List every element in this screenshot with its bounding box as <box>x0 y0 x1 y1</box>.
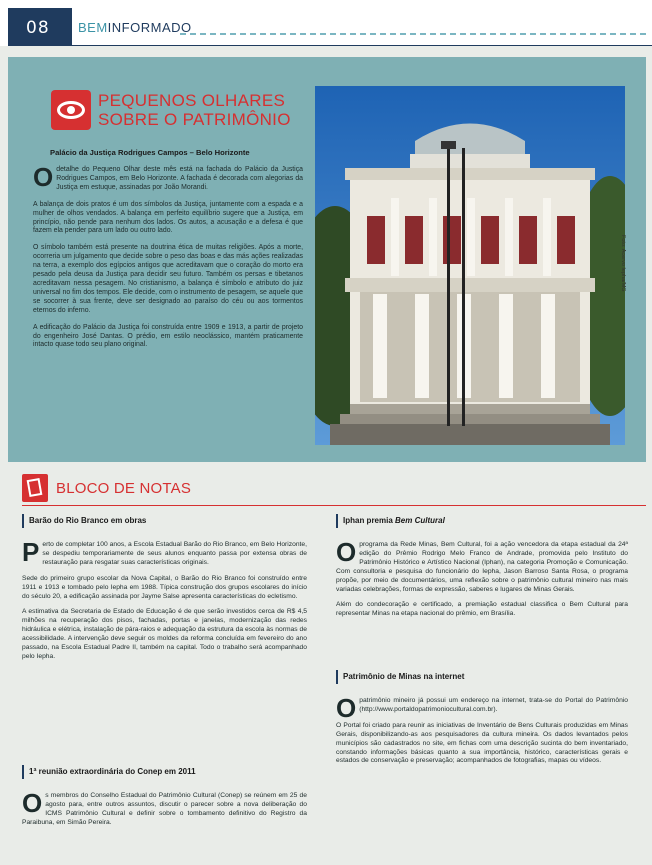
brand-part2: INFORMADO <box>107 20 192 35</box>
note-paragraph-text: s membros do Conselho Estadual do Patrimônio Cultural (Conep) se reúnem em 25 de agosto para, entre outros assuntos, discutir o parecer sobre a nova deliberação do ICMS Patrimônio Cultural e definir sobre o tombamento definitivo do Registro da Paraibuna, em Simão Pereira. <box>22 792 307 826</box>
note-paragraph: O Portal foi criado para reunir as iniciativas de Inventário de Bens Culturais produzidas em Minas Gerais, disponibilizando-as aos pesquisadores da cultura mineira. Os dados levantados pelos municípios são cadastrados no site, em fichas com uma descrição sucinta do bem inventariado, constando informações básicas quanto a sua importância, histórico, características gerais e estados de conservação e preservação; acompanhados de fotografias, mapas ou vídeos. <box>336 721 628 765</box>
note-paragraph <box>22 788 307 828</box>
feature-paragraph <box>33 162 303 193</box>
eye-icon <box>51 90 91 130</box>
notepad-icon <box>22 474 48 502</box>
brand-logo <box>78 20 192 35</box>
feature-body <box>33 162 303 358</box>
feature-paragraph: A balança de dois pratos é um dos símbolos da Justiça, juntamente com a espada e a mulher de olhos vendados. A balança em perfeito equilíbrio sugere que a Justiça, em princípio, não pende para nenhum dos lados. Os autos, a acusação e a defesa é que fazem ela pender para um lado ou outro lado. <box>33 200 303 235</box>
note-heading-plain: Iphan premia <box>343 516 396 525</box>
note-paragraph <box>336 537 628 594</box>
note-body <box>22 788 307 835</box>
note-paragraph-text: programa da Rede Minas, Bem Cultural, foi a ação vencedora da etapa estadual da 24ª edição do Prêmio Rodrigo Melo Franco de Andrade, promovida pelo Instituto do Patrimônio Histórico e Artístico Nacional (Iphan), na categoria Promoção e Comunicação. Com consultoria e pesquisa do funcionário do Iepha, Jason Barroso Santa Rosa, o programa propõe, por meio de documentários, uma reflexão sobre o patrimônio cultural mineiro nas mais variadas celebrações, formas de expressão, saberes e lugares de Minas Gerais. <box>336 541 628 593</box>
note-body <box>336 693 628 773</box>
section-rule <box>22 505 646 506</box>
page-number: 08 <box>8 8 72 46</box>
note-heading <box>336 514 445 528</box>
brand-part1: BEM <box>78 20 108 35</box>
note-body <box>336 537 628 626</box>
photo-credit: Foto: Acervo Iepha/MG <box>620 235 626 292</box>
note-heading: Patrimônio de Minas na internet <box>336 670 464 684</box>
header-dashed-rule <box>180 33 646 35</box>
header-rule <box>8 45 652 46</box>
note-paragraph <box>336 693 628 723</box>
note-paragraph-text: patrimônio mineiro já possui um endereço na internet, trata-se do Portal do Patrimônio (http://www.portaldopatrimoniocultural.com.br). <box>359 697 628 713</box>
note-paragraph-text: erto de completar 100 anos, a Escola Estadual Barão do Rio Branco, em Belo Horizonte, se despediu temporariamente de seus alunos enquanto passa por extensa obras de restauração para resgatar suas características originais. <box>42 541 307 566</box>
note-body <box>22 537 307 669</box>
note-heading-italic: Bem Cultural <box>395 516 445 525</box>
note-heading: Barão do Rio Branco em obras <box>22 514 146 528</box>
note-paragraph: Sede do primeiro grupo escolar da Nova Capital, o Barão do Rio Branco foi construído entre 1911 e 1913 e tombado pelo Iepha em 1988. Típica construção dos grupos escolares do início do século 20, a edificação assinada por Jayme Salse apresenta características do ecletismo. <box>22 574 307 600</box>
feature-paragraph: A edificação do Palácio da Justiça foi construída entre 1909 e 1913, a partir de projeto do engenheiro José Dantas. O prédio, em estilo neoclássico, mantém praticamente intacto quase todo seu plano original. <box>33 323 303 349</box>
page-header <box>0 0 652 46</box>
feature-title-line2: SOBRE O PATRIMÔNIO <box>98 110 291 129</box>
dropcap: P <box>22 537 40 567</box>
section-title: BLOCO DE NOTAS <box>56 480 192 497</box>
feature-subtitle: Palácio da Justiça Rodrigues Campos – Belo Horizonte <box>50 148 250 157</box>
dropcap: O <box>336 537 357 567</box>
dropcap: O <box>22 788 43 818</box>
note-paragraph: Além do condecoração e certificado, a premiação estadual classifica o Bem Cultural para representar Minas na etapa nacional do prêmio, em Brasília. <box>336 601 628 618</box>
feature-title-line1: PEQUENOS OLHARES <box>98 91 286 110</box>
note-paragraph <box>22 537 307 568</box>
dropcap: O <box>336 693 357 723</box>
note-paragraph: A estimativa da Secretaria de Estado de Educação é de que serão investidos cerca de R$ 4,5 milhões na recuperação dos pisos, fachadas, portas e janelas, modernização das redes hidráulica e elétrica, instalação de pára-raios e adequação da estrutura da escola às normas de acessibilidade. A intervenção deve seguir os moldes da reforma concluída em fevereiro do ano passado, na Escola Estadual Padre II, também na capital. Todo o trabalho será acompanhado pelo Iepha. <box>22 608 307 660</box>
feature-paragraph: O símbolo também está presente na doutrina ética de muitas religiões. Após a morte, ocorreria um julgamento que decide sobre o peso das boas e das más ações realizadas na terra, a exemplo dos egípcios antigos que acreditavam que o coração do morto era pesado pela deusa da Justiça para decidir seu futuro. Também os persas e tibetanos acreditavam nessa pesagem. No cristianismo, a balança é símbolo e atributo do juiz universal no fim dos tempos. Ele decide, com o instrumento de pesagem, se aquele que se socorrer à sua frente, deve ser designado ao paraíso do céu ou aos tormentos eternos do inferno. <box>33 244 303 314</box>
feature-title <box>98 91 291 129</box>
dropcap: O <box>33 162 54 192</box>
note-heading: 1ª reunião extraordinária do Conep em 2011 <box>22 765 196 779</box>
feature-paragraph-text: detalhe do Pequeno Olhar deste mês está na fachada do Palácio da Justiça Rodrigues Campos, em Belo Horizonte. A fachada é decorada com alegorias da Justiça em estuque, assinadas por João Morandi. <box>56 166 303 191</box>
palace-photo <box>315 86 625 445</box>
